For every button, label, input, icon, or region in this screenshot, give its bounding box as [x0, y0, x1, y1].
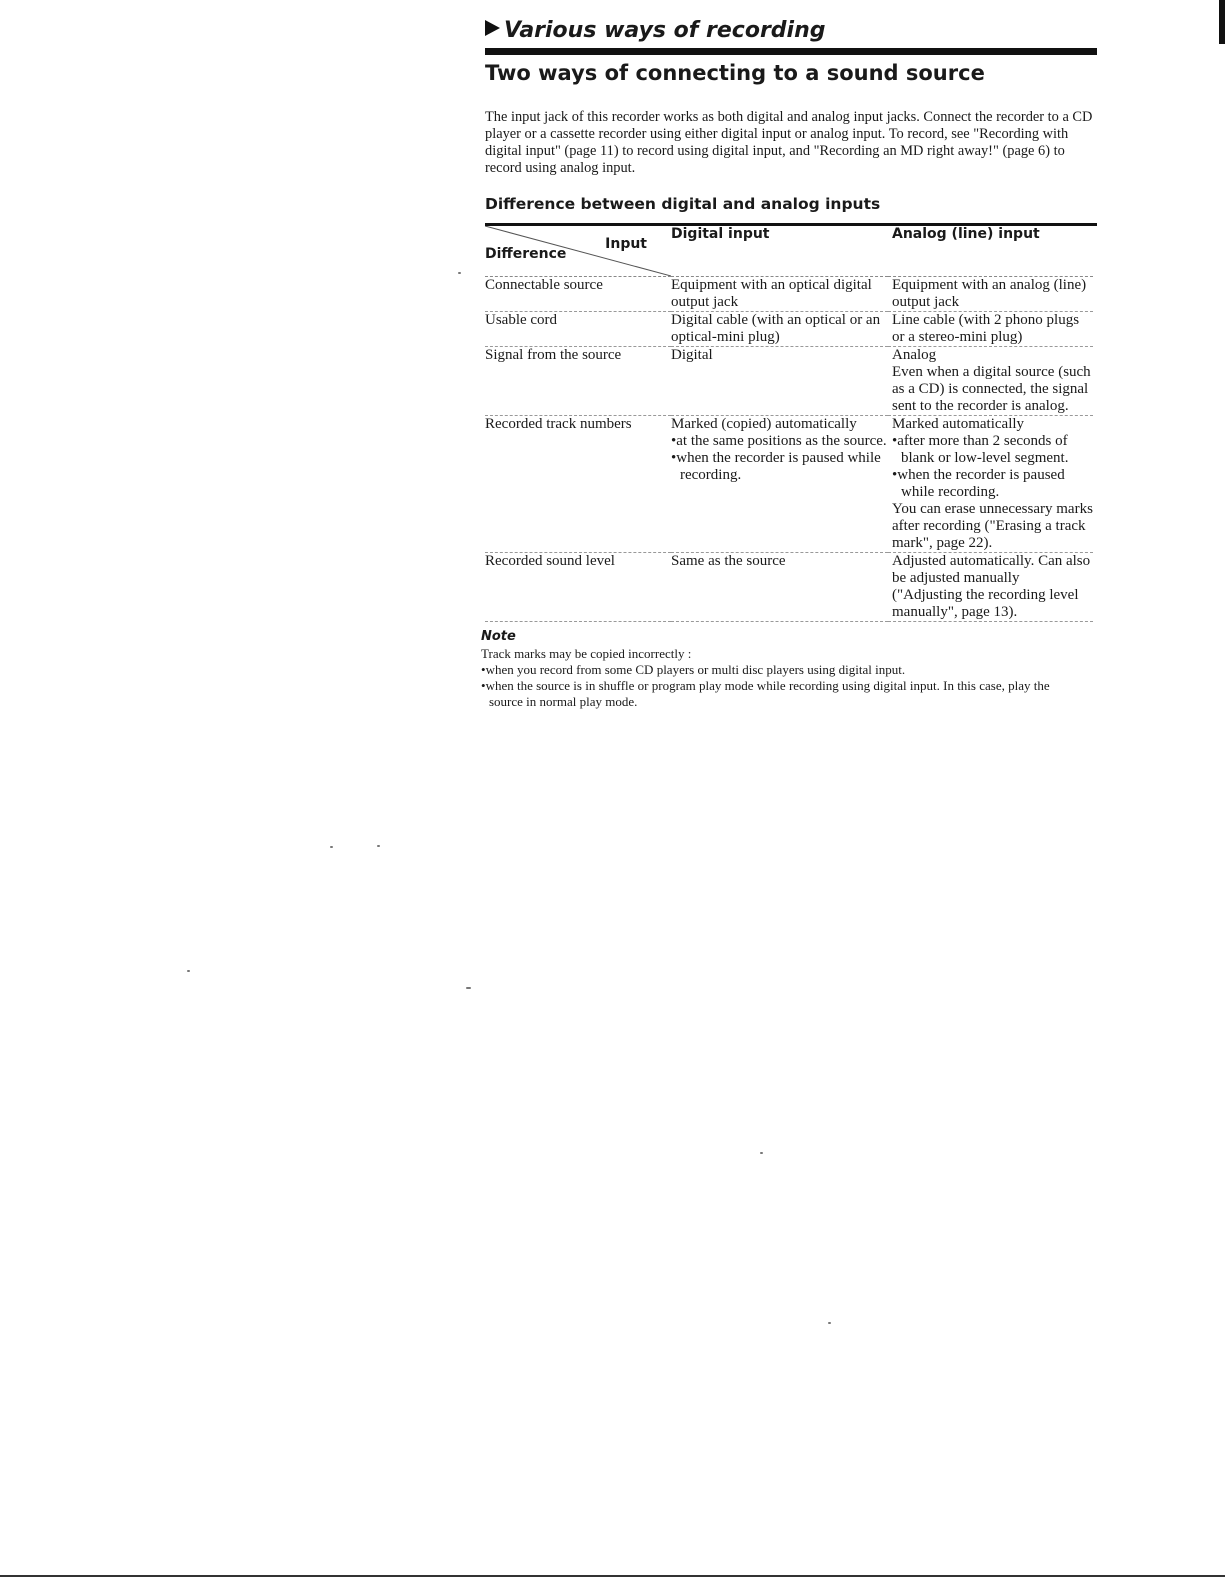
note-lead: Track marks may be copied incorrectly : [481, 646, 692, 661]
scan-speck [828, 1322, 831, 1324]
bullet-item: • at the same positions as the source. [671, 433, 888, 450]
row-label: Signal from the source [485, 347, 671, 416]
row-label: Recorded track numbers [485, 416, 671, 553]
corner-label-difference: Difference [485, 246, 567, 262]
cell-analog-extra: Even when a digital source (such as a CD) is connected, the signal sent to the recorder is analog. [892, 364, 1091, 414]
section-heading: Various ways of recording [485, 16, 1097, 46]
cell-analog-main: Analog [892, 347, 937, 363]
triangle-marker-icon [485, 20, 500, 36]
corner-header [485, 226, 671, 277]
intro-paragraph: The input jack of this recorder works as both digital and analog input jacks. Connect the recorder to a CD player or a cassette recorder using either digital input or analog input. To record, see "Recording with digital input" (page 11) to record using digital input, and "Recording an MD right away!" (page 6) to record using analog input. [485, 109, 1093, 176]
row-label: Usable cord [485, 312, 671, 347]
row-label: Recorded sound level [485, 553, 671, 622]
bullet-item: • after more than 2 seconds of blank or low-level segment. [892, 433, 1093, 467]
scan-speck [458, 272, 461, 274]
page-edge-mark [1219, 0, 1225, 44]
cell-digital-main: Marked (copied) automatically [671, 416, 857, 432]
cell-digital [671, 416, 888, 553]
note-bullet: • when the source is in shuffle or program play mode while recording using digital input. In this case, play the source in normal play mode. [481, 678, 1081, 710]
row-label: Connectable source [485, 277, 671, 312]
cell-digital: Equipment with an optical digital output jack [671, 277, 888, 312]
cell-analog [888, 347, 1093, 416]
table-row [485, 312, 1093, 347]
scan-speck [760, 1152, 763, 1154]
cell-analog: Equipment with an analog (line) output jack [888, 277, 1093, 312]
heading-rule [485, 48, 1097, 55]
page-title: Two ways of connecting to a sound source [485, 61, 985, 85]
scan-bottom-border [0, 1575, 1225, 1577]
note-block [481, 646, 1081, 710]
cell-analog-extra: You can erase unnecessary marks after recording ("Erasing a track mark", page 22). [892, 501, 1093, 551]
comparison-table [485, 226, 1093, 622]
cell-analog: Adjusted automatically. Can also be adjusted manually ("Adjusting the recording level manually", page 13). [888, 553, 1093, 622]
table-header-row [485, 226, 1093, 277]
bullet-item: • when the recorder is paused while recording. [671, 450, 888, 484]
column-header-analog: Analog (line) input [888, 226, 1093, 277]
cell-digital: Same as the source [671, 553, 888, 622]
column-header-digital: Digital input [671, 226, 888, 277]
cell-digital: Digital cable (with an optical or an optical-mini plug) [671, 312, 888, 347]
cell-analog-main: Marked automatically [892, 416, 1025, 432]
cell-digital: Digital [671, 347, 888, 416]
scan-speck [187, 970, 190, 972]
table-row [485, 347, 1093, 416]
scan-speck [377, 845, 380, 847]
table-row [485, 553, 1093, 622]
cell-analog [888, 416, 1093, 553]
scan-speck [466, 987, 471, 989]
table-row [485, 277, 1093, 312]
note-bullet: • when you record from some CD players or multi disc players using digital input. [481, 662, 1081, 678]
cell-analog: Line cable (with 2 phono plugs or a stereo-mini plug) [888, 312, 1093, 347]
scan-speck [330, 846, 333, 848]
table-row [485, 416, 1093, 553]
note-heading: Note [481, 629, 516, 644]
document-page [481, 16, 1097, 710]
bullet-item: • when the recorder is paused while recording. [892, 467, 1093, 501]
corner-label-input: Input [605, 236, 647, 252]
table-subheading: Difference between digital and analog inputs [485, 195, 881, 213]
